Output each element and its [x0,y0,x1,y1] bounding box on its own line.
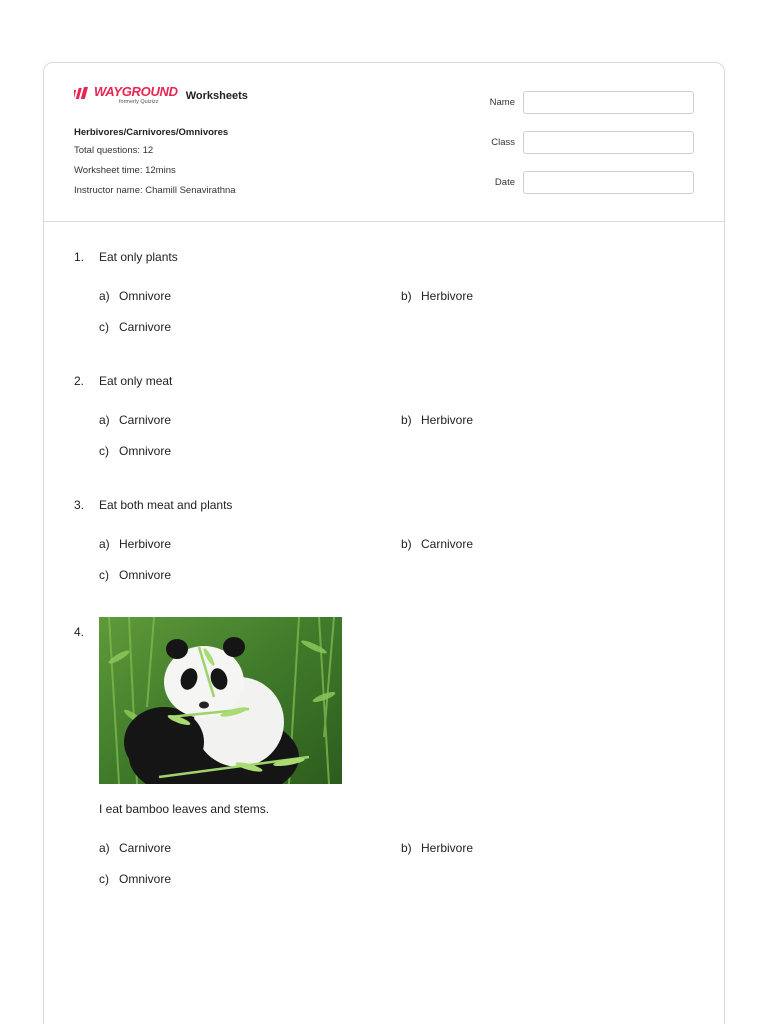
date-field[interactable] [523,171,694,194]
panda-eating-bamboo-icon [99,617,342,784]
option-letter: b) [401,289,412,303]
option-text: Omnivore [119,568,172,582]
question-text: Eat both meat and plants [99,498,233,512]
option-letter: a) [99,841,110,855]
option-c[interactable] [99,444,171,458]
brand [74,85,248,106]
question-text: Eat only meat [99,374,173,388]
question-number: 1. [74,250,85,264]
instructor-name: Instructor name: Chamill Senavirathna [74,185,236,196]
name-label: Name [489,97,515,108]
logo-wordmark: WAYGROUND [94,84,178,99]
option-text: Carnivore [421,537,474,551]
option-text: Herbivore [119,537,172,551]
worksheet-title: Herbivores/Carnivores/Omnivores [74,127,229,138]
option-letter: a) [99,413,110,427]
worksheet-header [44,63,724,222]
product-title: Worksheets [185,90,248,102]
option-text: Omnivore [119,444,172,458]
option-a[interactable] [99,841,171,855]
option-text: Herbivore [421,413,474,427]
option-text: Omnivore [119,872,172,886]
option-a[interactable] [99,289,171,303]
option-a[interactable] [99,537,171,551]
question-text: I eat bamboo leaves and stems. [99,802,270,816]
option-b[interactable] [401,841,473,855]
wayground-logo-icon [74,87,92,101]
worksheet-sheet [43,62,725,1024]
option-letter: b) [401,841,412,855]
option-b[interactable] [401,537,473,551]
logo-subtitle: formerly Quizizz [119,99,159,105]
option-text: Carnivore [119,841,172,855]
option-letter: a) [99,537,110,551]
worksheet-time: Worksheet time: 12mins [74,165,176,176]
name-field[interactable] [523,91,694,114]
option-text: Herbivore [421,289,474,303]
option-text: Carnivore [119,320,172,334]
question-number: 4. [74,625,85,639]
question-number: 2. [74,374,85,388]
panda-image [99,617,342,784]
date-label: Date [494,177,515,188]
option-c[interactable] [99,568,171,582]
option-letter: c) [99,444,109,458]
option-b[interactable] [401,289,473,303]
class-label: Class [491,137,515,148]
option-letter: a) [99,289,110,303]
option-letter: c) [99,568,109,582]
option-text: Omnivore [119,289,172,303]
class-field[interactable] [523,131,694,154]
question-number: 3. [74,498,85,512]
option-letter: c) [99,320,109,334]
total-questions: Total questions: 12 [74,145,154,156]
option-a[interactable] [99,413,171,427]
option-letter: b) [401,413,412,427]
option-letter: b) [401,537,412,551]
option-text: Herbivore [421,841,474,855]
option-letter: c) [99,872,109,886]
question-text: Eat only plants [99,250,178,264]
option-c[interactable] [99,320,171,334]
option-c[interactable] [99,872,171,886]
option-text: Carnivore [119,413,172,427]
option-b[interactable] [401,413,473,427]
